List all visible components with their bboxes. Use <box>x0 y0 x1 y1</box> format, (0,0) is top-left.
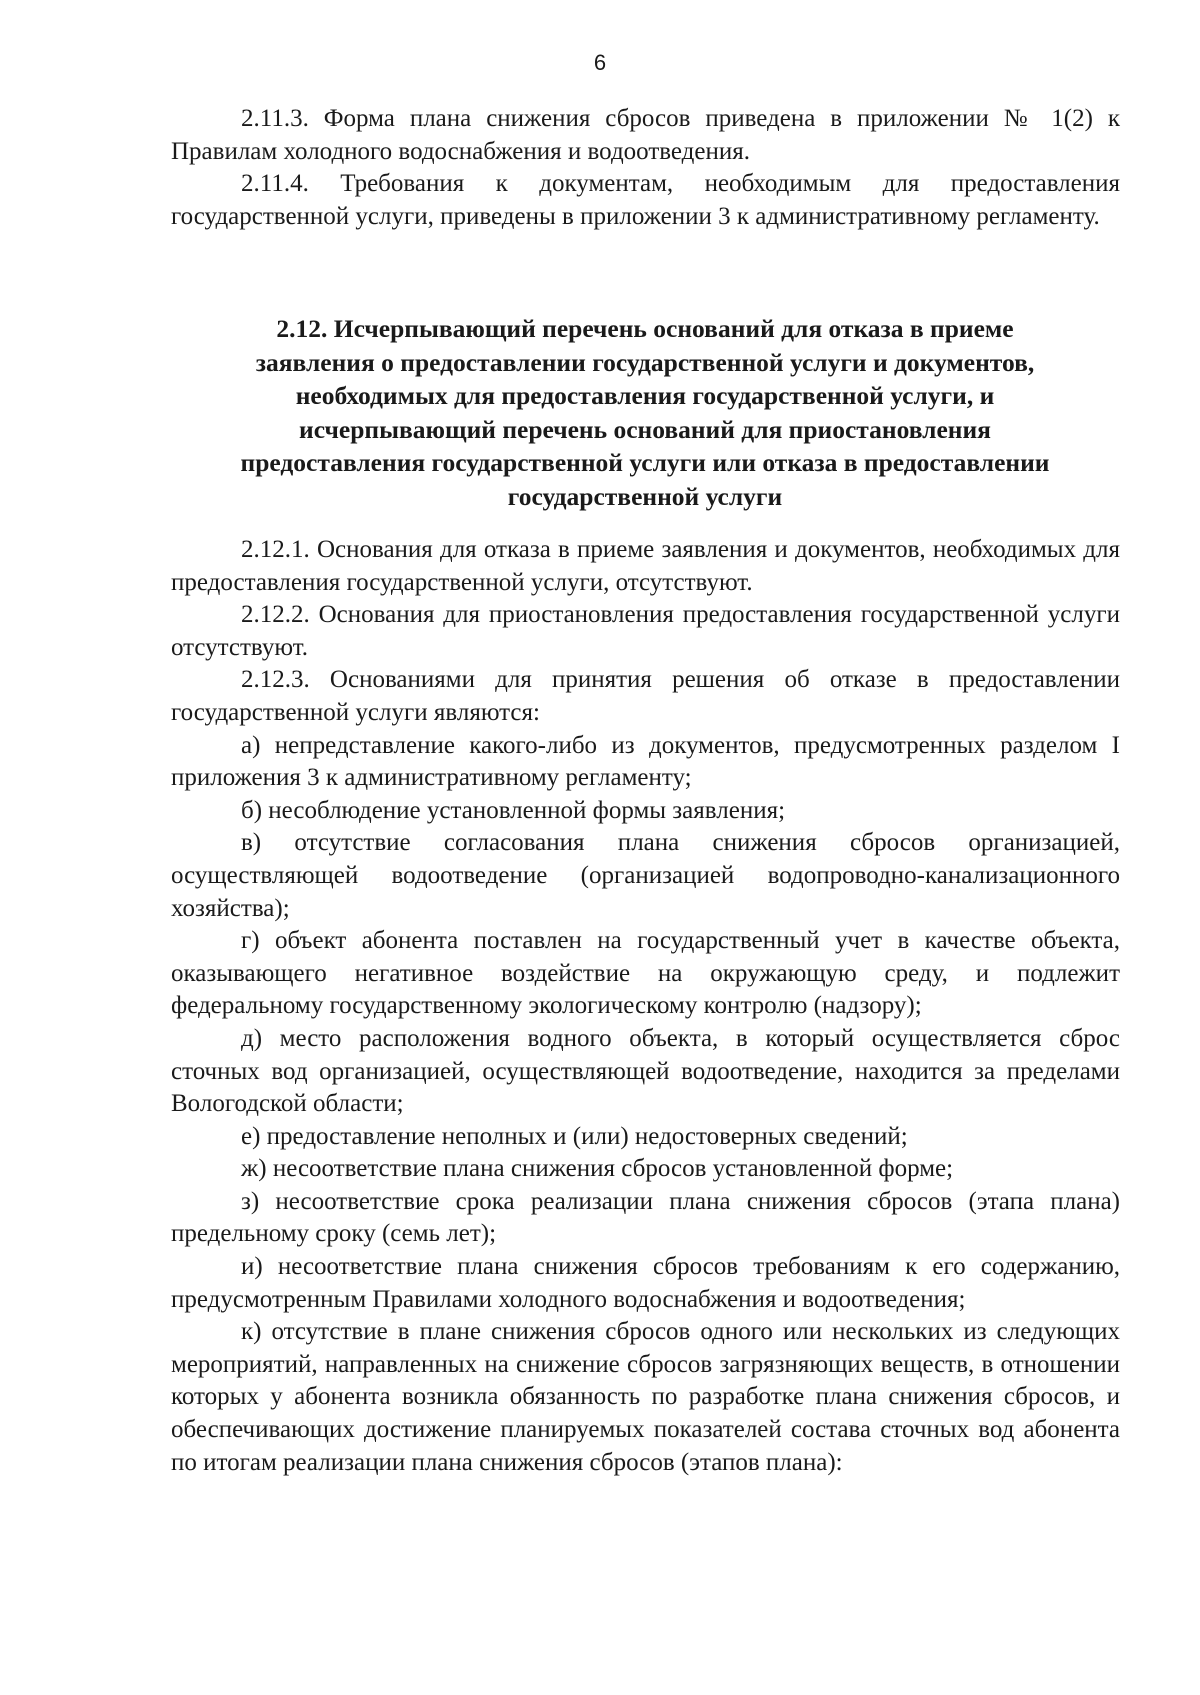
section-title-line: заявления о предоставлении государственной услуги и документов, <box>255 347 1035 377</box>
list-item-i: и) несоответствие плана снижения сбросов требованиям к его содержанию, предусмотренным Правилами холодного водоснабжения и водоотведения; <box>171 1253 1120 1313</box>
list-item-k: к) отсутствие в плане снижения сбросов одного или нескольких из следующих мероприятий, направленных на снижение сбросов загрязняющих веществ, в отношении которых у абонента возникла обязанность по разработке плана снижения сбросов, и обеспечивающих достижение планируемых показателей состава сточных вод абонента по итогам реализации плана снижения сбросов (этапов плана): <box>171 1318 1120 1476</box>
section-body <box>171 534 1120 1479</box>
intro-block <box>171 103 1120 233</box>
section-title-line: 2.12. Исчерпывающий перечень оснований для отказа в приеме <box>276 314 1014 343</box>
section-title-line: предоставления государственной услуги или отказа в предоставлении <box>240 448 1050 478</box>
section-title-line: исчерпывающий перечень оснований для приостановления <box>299 414 991 444</box>
section-title-line: необходимых для предоставления государственной услуги, и <box>295 381 995 411</box>
paragraph-2-12-1: 2.12.1. Основания для отказа в приеме заявления и документов, необходимых для предоставления государственной услуги, отсутствуют. <box>171 536 1120 596</box>
list-item-b: б) несоблюдение установленной формы заявления; <box>241 796 786 824</box>
list-item-d: д) место расположения водного объекта, в который осуществляется сброс сточных вод организацией, осуществляющей водоотведение, находится за пределами Вологодской области; <box>171 1024 1120 1118</box>
list-item-e: е) предоставление неполных и (или) недостоверных сведений; <box>241 1122 908 1150</box>
paragraph-2-12-3: 2.12.3. Основаниями для принятия решения об отказе в предоставлении государственной услуги являются: <box>171 666 1120 726</box>
paragraph-2-11-3: 2.11.3. Форма плана снижения сбросов приведена в приложении № 1(2) к Правилам холодного водоснабжения и водоотведения. <box>171 105 1120 165</box>
list-item-z: з) несоответствие срока реализации плана снижения сбросов (этапа плана) предельному сроку (семь лет); <box>171 1187 1120 1248</box>
paragraph-2-11-4: 2.11.4. Требования к документам, необходимым для предоставления государственной услуги, приведены в приложении 3 к административному регламенту. <box>171 170 1120 230</box>
list-item-g: г) объект абонента поставлен на государственный учет в качестве объекта, оказывающего негативное воздействие на окружающую среду, и подлежит федеральному государственному экологическому контролю (надзору); <box>171 927 1120 1020</box>
page-number: 6 <box>593 50 607 75</box>
list-item-a: а) непредставление какого-либо из документов, предусмотренных разделом I приложения 3 к административному регламенту; <box>171 731 1120 792</box>
paragraph-2-12-2: 2.12.2. Основания для приостановления предоставления государственной услуги отсутствуют. <box>171 601 1120 661</box>
section-title-line: государственной услуги <box>507 481 783 511</box>
list-item-zh: ж) несоответствие плана снижения сбросов установленной форме; <box>241 1155 954 1183</box>
list-item-v: в) отсутствие согласования плана снижения сбросов организацией, осуществляющей водоотведение (организацией водопроводно-канализационного хозяйства); <box>171 829 1120 922</box>
section-title-2-12 <box>150 312 1140 514</box>
